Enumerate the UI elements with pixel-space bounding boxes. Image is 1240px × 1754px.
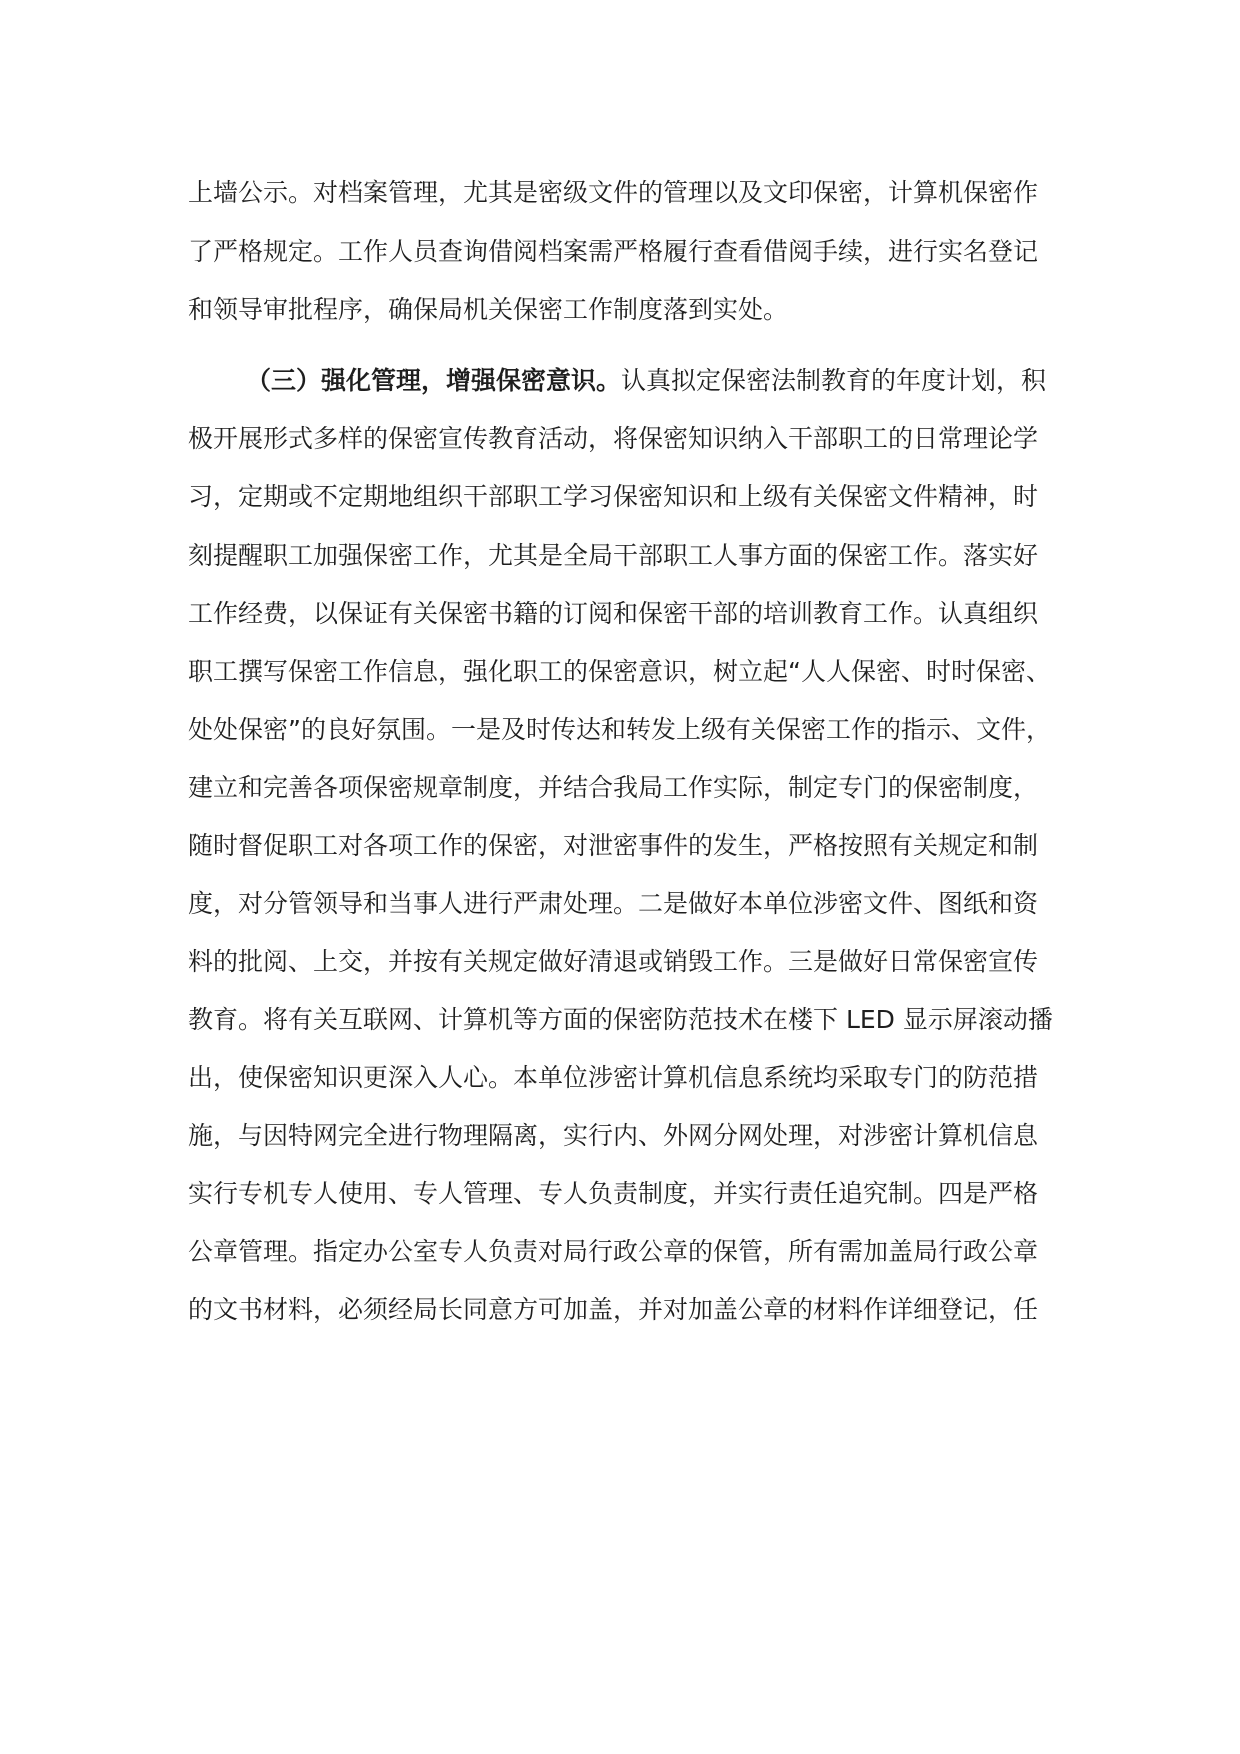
text-line: 度，对分管领导和当事人进行严肃处理。二是做好本单位涉密文件、图纸和资	[188, 889, 1039, 918]
text-line: 随时督促职工对各项工作的保密，对泄密事件的发生，严格按照有关规定和制	[188, 831, 1039, 860]
text-line: 工作经费，以保证有关保密书籍的订阅和保密干部的培训教育工作。认真组织	[188, 599, 1039, 628]
text-line: 上墙公示。对档案管理，尤其是密级文件的管理以及文印保密，计算机保密作	[188, 178, 1039, 207]
text-line: 的文书材料，必须经局长同意方可加盖，并对加盖公章的材料作详细登记，任	[188, 1295, 1039, 1324]
text-line: 教育。将有关互联网、计算机等方面的保密防范技术在楼下 LED 显示屏滚动播	[188, 1005, 1053, 1034]
text-line: 实行专机专人使用、专人管理、专人负责制度，并实行责任追究制。四是严格	[188, 1179, 1039, 1208]
section-first-line-text: 认真拟定保密法制教育的年度计划，积	[621, 366, 1047, 395]
text-line: 处处保密”的良好氛围。一是及时传达和转发上级有关保密工作的指示、文件，	[188, 715, 1051, 744]
text-line: 出，使保密知识更深入人心。本单位涉密计算机信息系统均采取专门的防范措	[188, 1063, 1039, 1092]
text-line: 极开展形式多样的保密宣传教育活动，将保密知识纳入干部职工的日常理论学	[188, 424, 1039, 453]
text-line: 了严格规定。工作人员查询借阅档案需严格履行查看借阅手续，进行实名登记	[188, 237, 1039, 266]
text-line: 职工撰写保密工作信息，强化职工的保密意识，树立起“人人保密、时时保密、	[188, 657, 1051, 686]
text-line: 习，定期或不定期地组织干部职工学习保密知识和上级有关保密文件精神，时	[188, 482, 1039, 511]
section-first-line	[246, 364, 1046, 398]
text-line: 和领导审批程序，确保局机关保密工作制度落到实处。	[188, 295, 789, 324]
text-line: 建立和完善各项保密规章制度，并结合我局工作实际，制定专门的保密制度，	[188, 773, 1039, 802]
text-line: 公章管理。指定办公室专人负责对局行政公章的保管，所有需加盖局行政公章	[188, 1237, 1039, 1266]
section-heading: （三）强化管理，增强保密意识。	[246, 366, 622, 395]
text-line: 施，与因特网完全进行物理隔离，实行内、外网分网处理，对涉密计算机信息	[188, 1121, 1039, 1150]
text-line: 刻提醒职工加强保密工作，尤其是全局干部职工人事方面的保密工作。落实好	[188, 541, 1039, 570]
text-line: 料的批阅、上交，并按有关规定做好清退或销毁工作。三是做好日常保密宣传	[188, 947, 1039, 976]
